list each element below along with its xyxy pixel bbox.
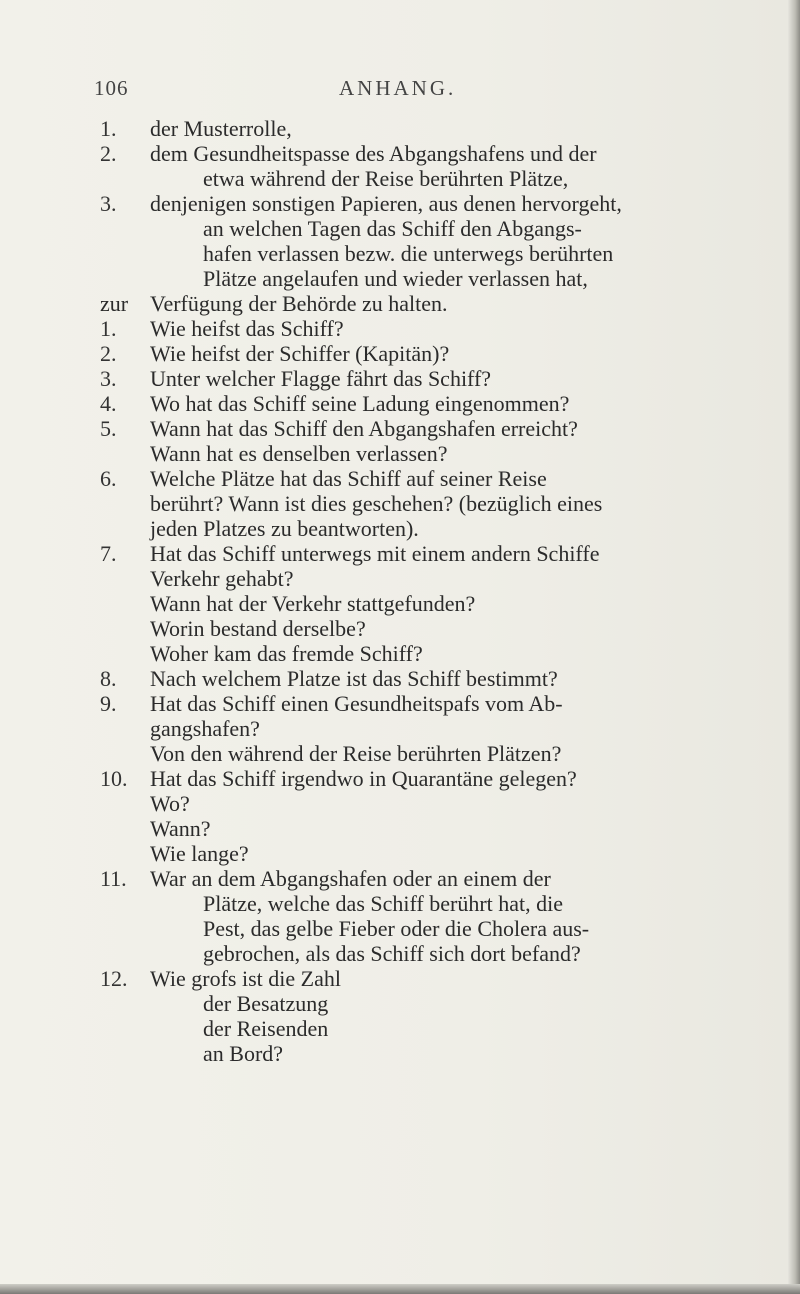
line-text: an Bord?	[203, 1041, 284, 1066]
line-text: hafen verlassen bezw. die unterwegs berührten	[203, 241, 614, 266]
item-number: 7.	[100, 541, 117, 566]
line-text: War an dem Abgangshafen oder an einem der	[150, 866, 551, 891]
item-number: 1.	[100, 116, 117, 141]
text-line	[100, 766, 770, 791]
text-line	[100, 591, 770, 616]
text-line	[100, 691, 770, 716]
text-line	[100, 266, 770, 291]
text-line	[100, 316, 770, 341]
text-line	[100, 491, 770, 516]
line-text: der Musterrolle,	[150, 116, 292, 141]
text-line	[100, 116, 770, 141]
text-line	[100, 291, 770, 316]
item-number: 2.	[100, 341, 117, 366]
page-number: 106	[94, 76, 129, 100]
line-text: Wann?	[150, 816, 211, 841]
text-line	[100, 1041, 770, 1066]
continuation-word: zur	[100, 291, 129, 316]
text-line	[100, 416, 770, 441]
text-line	[100, 466, 770, 491]
text-line	[100, 641, 770, 666]
line-text: gebrochen, als das Schiff sich dort befand?	[203, 941, 581, 966]
text-line	[100, 516, 770, 541]
line-text: Wo hat das Schiff seine Ladung eingenommen?	[150, 391, 570, 416]
item-number: 3.	[100, 366, 117, 391]
line-text: Pest, das gelbe Fieber oder die Cholera aus-	[203, 916, 590, 941]
line-text: Unter welcher Flagge fährt das Schiff?	[150, 366, 492, 391]
line-text: Hat das Schiff irgendwo in Quarantäne gelegen?	[150, 766, 577, 791]
text-line	[100, 1016, 770, 1041]
line-text: Wann hat der Verkehr stattgefunden?	[150, 591, 476, 616]
item-number: 4.	[100, 391, 117, 416]
line-text: Verfügung der Behörde zu halten.	[150, 291, 448, 316]
text-line	[100, 916, 770, 941]
item-number: 3.	[100, 191, 117, 216]
text-line	[100, 391, 770, 416]
line-text: dem Gesundheitspasse des Abgangshafens und der	[150, 141, 597, 166]
line-text: Hat das Schiff unterwegs mit einem andern Schiffe	[150, 541, 600, 566]
line-text: der Besatzung	[203, 991, 329, 1016]
text-line	[100, 216, 770, 241]
text-line	[100, 791, 770, 816]
line-text: Woher kam das fremde Schiff?	[150, 641, 423, 666]
running-head: ANHANG.	[339, 76, 457, 100]
line-text: Wie heifst das Schiff?	[150, 316, 344, 341]
text-line	[100, 666, 770, 691]
text-line	[100, 441, 770, 466]
text-line	[100, 141, 770, 166]
item-number: 12.	[100, 966, 128, 991]
line-text: Plätze angelaufen und wieder verlassen hat,	[203, 266, 588, 291]
line-text: Verkehr gehabt?	[150, 566, 294, 591]
text-line	[100, 366, 770, 391]
text-line	[100, 966, 770, 991]
line-text: berührt? Wann ist dies geschehen? (bezüglich eines	[150, 491, 603, 516]
line-text: denjenigen sonstigen Papieren, aus denen hervorgeht,	[150, 191, 622, 216]
line-text: Wo?	[150, 791, 190, 816]
line-text: Wie grofs ist die Zahl	[150, 966, 341, 991]
line-text: Von den während der Reise berührten Plätzen?	[150, 741, 562, 766]
text-line	[100, 941, 770, 966]
text-line	[100, 566, 770, 591]
page-edge-shadow	[788, 0, 800, 1294]
item-number: 6.	[100, 466, 117, 491]
line-text: jeden Platzes zu beantworten).	[150, 516, 419, 541]
item-number: 10.	[100, 766, 128, 791]
text-line	[100, 166, 770, 191]
line-text: der Reisenden	[203, 1016, 329, 1041]
line-text: Plätze, welche das Schiff berührt hat, die	[203, 891, 564, 916]
item-number: 11.	[100, 866, 127, 891]
text-line	[100, 991, 770, 1016]
text-line	[100, 841, 770, 866]
text-line	[100, 816, 770, 841]
text-line	[100, 891, 770, 916]
page-bottom-edge	[0, 1284, 800, 1294]
text-line	[100, 241, 770, 266]
line-text: Wie heifst der Schiffer (Kapitän)?	[150, 341, 450, 366]
item-number: 8.	[100, 666, 117, 691]
line-text: an welchen Tagen das Schiff den Abgangs-	[203, 216, 582, 241]
item-number: 2.	[100, 141, 117, 166]
text-line	[100, 191, 770, 216]
item-number: 9.	[100, 691, 117, 716]
text-line	[100, 541, 770, 566]
line-text: etwa während der Reise berührten Plätze,	[203, 166, 569, 191]
line-text: Worin bestand derselbe?	[150, 616, 366, 641]
text-line	[100, 866, 770, 891]
text-line	[100, 616, 770, 641]
page-header	[0, 76, 800, 100]
line-text: Nach welchem Platze ist das Schiff bestimmt?	[150, 666, 558, 691]
line-text: Welche Plätze hat das Schiff auf seiner Reise	[150, 466, 547, 491]
line-text: Wie lange?	[150, 841, 249, 866]
item-number: 5.	[100, 416, 117, 441]
line-text: gangshafen?	[150, 716, 260, 741]
text-line	[100, 741, 770, 766]
line-text: Wann hat das Schiff den Abgangshafen erreicht?	[150, 416, 578, 441]
line-text: Hat das Schiff einen Gesundheitspafs vom Ab-	[150, 691, 563, 716]
item-number: 1.	[100, 316, 117, 341]
page-body	[100, 116, 770, 1066]
text-line	[100, 716, 770, 741]
text-line	[100, 341, 770, 366]
line-text: Wann hat es denselben verlassen?	[150, 441, 448, 466]
